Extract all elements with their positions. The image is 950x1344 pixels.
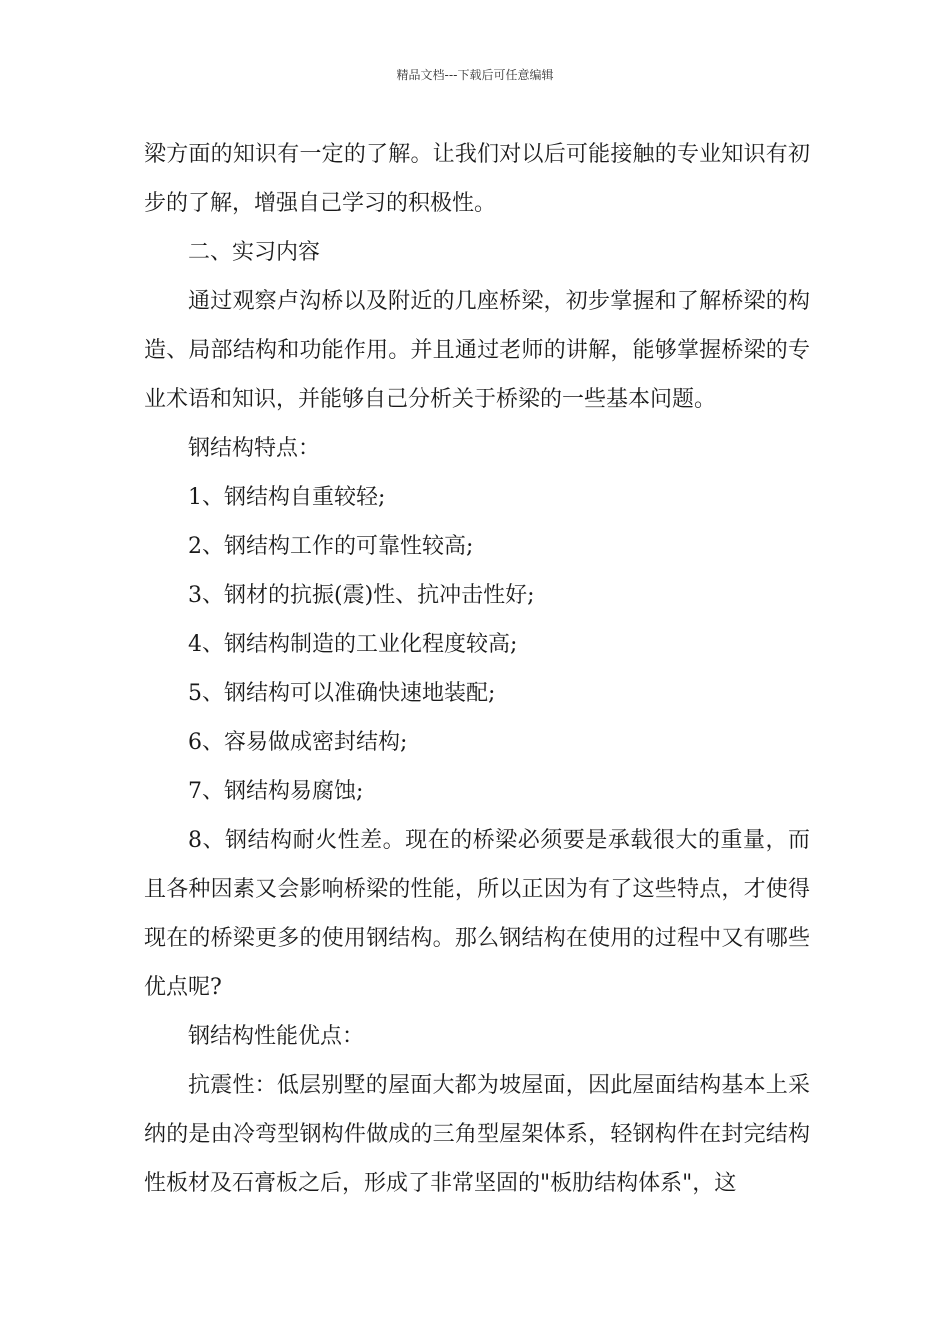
paragraph-internship-description: 通过观察卢沟桥以及附近的几座桥梁，初步掌握和了解桥梁的构造、局部结构和功能作用。并且通过老师的讲解，能够掌握桥梁的专业术语和知识，并能够自己分析关于桥梁的一些基本问题。 bbox=[144, 289, 810, 412]
list-item-feature-5: 5、钢结构可以准确快速地装配; bbox=[188, 681, 496, 706]
page-header: 精品文档---下载后可任意编辑 bbox=[396, 68, 554, 82]
list-item-feature-3: 3、钢材的抗振(震)性、抗冲击性好; bbox=[188, 583, 535, 608]
list-item-feature-4: 4、钢结构制造的工业化程度较高; bbox=[188, 632, 518, 657]
list-item-feature-7: 7、钢结构易腐蚀; bbox=[188, 779, 364, 804]
list-item-feature-1: 1、钢结构自重较轻; bbox=[188, 485, 386, 510]
subheading-steel-features: 钢结构特点： bbox=[188, 436, 321, 461]
paragraph-intro-continuation: 梁方面的知识有一定的了解。让我们对以后可能接触的专业知识有初步的了解，增强自己学习的积极性。 bbox=[144, 142, 810, 216]
list-item-feature-8: 8、钢结构耐火性差。现在的桥梁必须要是承载很大的重量，而且各种因素又会影响桥梁的性能，所以正因为有了这些特点，才使得现在的桥梁更多的使用钢结构。那么钢结构在使用的过程中又有哪些优点呢? bbox=[144, 828, 810, 1000]
list-item-feature-6: 6、容易做成密封结构; bbox=[188, 730, 408, 755]
paragraph-seismic-resistance: 抗震性：低层别墅的屋面大都为坡屋面，因此屋面结构基本上采纳的是由冷弯型钢构件做成的三角型屋架体系，轻钢构件在封完结构性板材及石膏板之后，形成了非常坚固的"板肋结构体系"，这 bbox=[144, 1073, 810, 1196]
document-body bbox=[144, 130, 810, 1208]
subheading-steel-advantages: 钢结构性能优点： bbox=[188, 1024, 365, 1049]
section-heading-internship-content: 二、实习内容 bbox=[188, 240, 321, 265]
list-item-feature-2: 2、钢结构工作的可靠性较高; bbox=[188, 534, 474, 559]
